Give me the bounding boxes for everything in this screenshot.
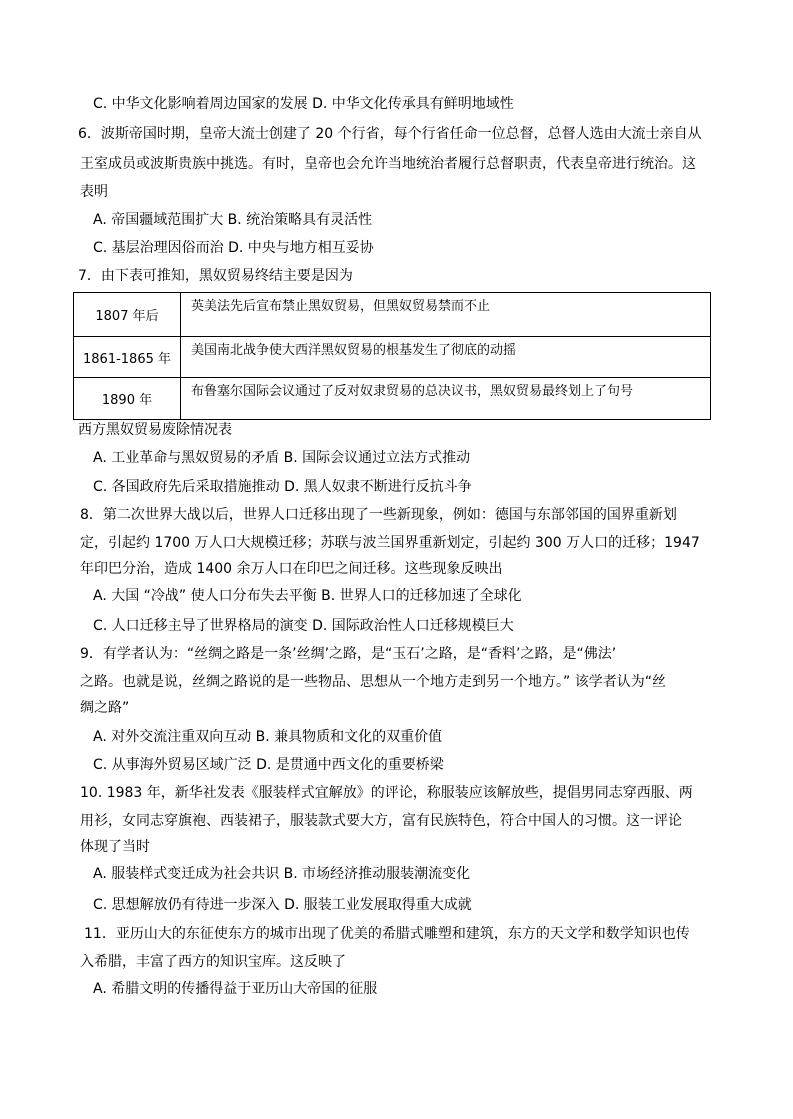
q8-stem-line-3: 年印巴分治，造成 1400 余万人口在印巴之间迁移。这些现象反映出 bbox=[80, 561, 503, 577]
q6-stem-line-2: 王室成员或波斯贵族中挑选。有时，皇帝也会允许当地统治者履行总督职责，代表皇帝进行统治。这 bbox=[80, 156, 696, 172]
table-cell-description: 美国南北战争使大西洋黑奴贸易的根基发生了彻底的动摇 bbox=[181, 337, 711, 378]
table-cell-year: 1807 年后 bbox=[74, 293, 181, 337]
table-row bbox=[74, 337, 711, 378]
q9-options-cd: C. 从事海外贸易区域广泛 D. 是贯通中西文化的重要桥梁 bbox=[93, 757, 444, 773]
q7-options-ab: A. 工业革命与黑奴贸易的矛盾 B. 国际会议通过立法方式推动 bbox=[93, 450, 471, 466]
q6-stem-line-3: 表明 bbox=[80, 184, 108, 200]
q9-stem-line-3: 绸之路” bbox=[80, 700, 130, 716]
table-row bbox=[74, 378, 711, 420]
q10-stem-line-2: 用衫，女同志穿旗袍、西装裙子，服装款式要大方，富有民族特色，符合中国人的习惯。这一评论 bbox=[80, 813, 682, 829]
q7-table bbox=[73, 292, 711, 420]
q6-stem-line-1: 6．波斯帝国时期，皇帝大流士创建了 20 个行省，每个行省任命一位总督，总督人选由大流士亲自从 bbox=[78, 126, 702, 142]
table-cell-description: 英美法先后宣布禁止黑奴贸易，但黑奴贸易禁而不止 bbox=[181, 293, 711, 337]
q9-stem-line-1: 9．有学者认为：“丝绸之路是一条’丝绸’之路，是“玉石’之路，是“香料’之路，是“佛法’ bbox=[80, 646, 617, 662]
q10-stem-line-1: 10. 1983 年，新华社发表《服装样式宜解放》的评论，称服装应该解放些，提倡男同志穿西服、两 bbox=[80, 785, 693, 801]
table-row bbox=[74, 293, 711, 337]
q10-options-ab: A. 服装样式变迁成为社会共识 B. 市场经济推动服装潮流变化 bbox=[93, 866, 471, 882]
q7-stem: 7．由下表可推知，黑奴贸易终结主要是因为 bbox=[78, 268, 353, 284]
table-cell-description: 布鲁塞尔国际会议通过了反对奴隶贸易的总决议书，黑奴贸易最终划上了句号 bbox=[181, 378, 711, 420]
q5-options-cd: C. 中华文化影响着周边国家的发展 D. 中华文化传承具有鲜明地域性 bbox=[93, 96, 514, 112]
q7-table-caption: 西方黑奴贸易废除情况表 bbox=[78, 422, 232, 438]
q8-options-ab: A. 大国 “冷战” 使人口分布失去平衡 B. 世界人口的迁移加速了全球化 bbox=[93, 588, 522, 604]
q6-options-ab: A. 帝国疆域范围扩大 B. 统治策略具有灵活性 bbox=[93, 212, 373, 228]
q11-stem-line-1: 11．亚历山大的东征使东方的城市出现了优美的希腊式雕塑和建筑，东方的天文学和数学知识也传 bbox=[84, 926, 690, 942]
q8-stem-line-2: 定，引起约 1700 万人口大规模迁移；苏联与波兰国界重新划定，引起约 300 万人口的迁移；1947 bbox=[80, 535, 700, 551]
q9-stem-line-2: 之路。也就是说，丝绸之路说的是一些物品、思想从一个地方走到另一个地方。” 该学者认为“丝 bbox=[80, 674, 666, 690]
q8-stem-line-1: 8．第二次世界大战以后，世界人口迁移出现了一些新现象，例如：德国与东部邻国的国界重新划 bbox=[80, 507, 677, 523]
q7-options-cd: C. 各国政府先后采取措施推动 D. 黑人奴隶不断进行反抗斗争 bbox=[93, 479, 472, 495]
q11-stem-line-2: 入希腊，丰富了西方的知识宝库。这反映了 bbox=[80, 954, 346, 970]
table-cell-year: 1890 年 bbox=[74, 378, 181, 420]
q8-options-cd: C. 人口迁移主导了世界格局的演变 D. 国际政治性人口迁移规模巨大 bbox=[93, 618, 514, 634]
table-cell-year: 1861-1865 年 bbox=[74, 337, 181, 378]
q11-option-a: A. 希腊文明的传播得益于亚历山大帝国的征服 bbox=[93, 981, 378, 997]
q10-options-cd: C. 思想解放仍有待进一步深入 D. 服装工业发展取得重大成就 bbox=[93, 897, 472, 913]
q10-stem-line-3: 体现了当时 bbox=[80, 839, 150, 855]
q9-options-ab: A. 对外交流注重双向互动 B. 兼具物质和文化的双重价值 bbox=[93, 729, 443, 745]
q6-options-cd: C. 基层治理因俗而治 D. 中央与地方相互妥协 bbox=[93, 240, 374, 256]
